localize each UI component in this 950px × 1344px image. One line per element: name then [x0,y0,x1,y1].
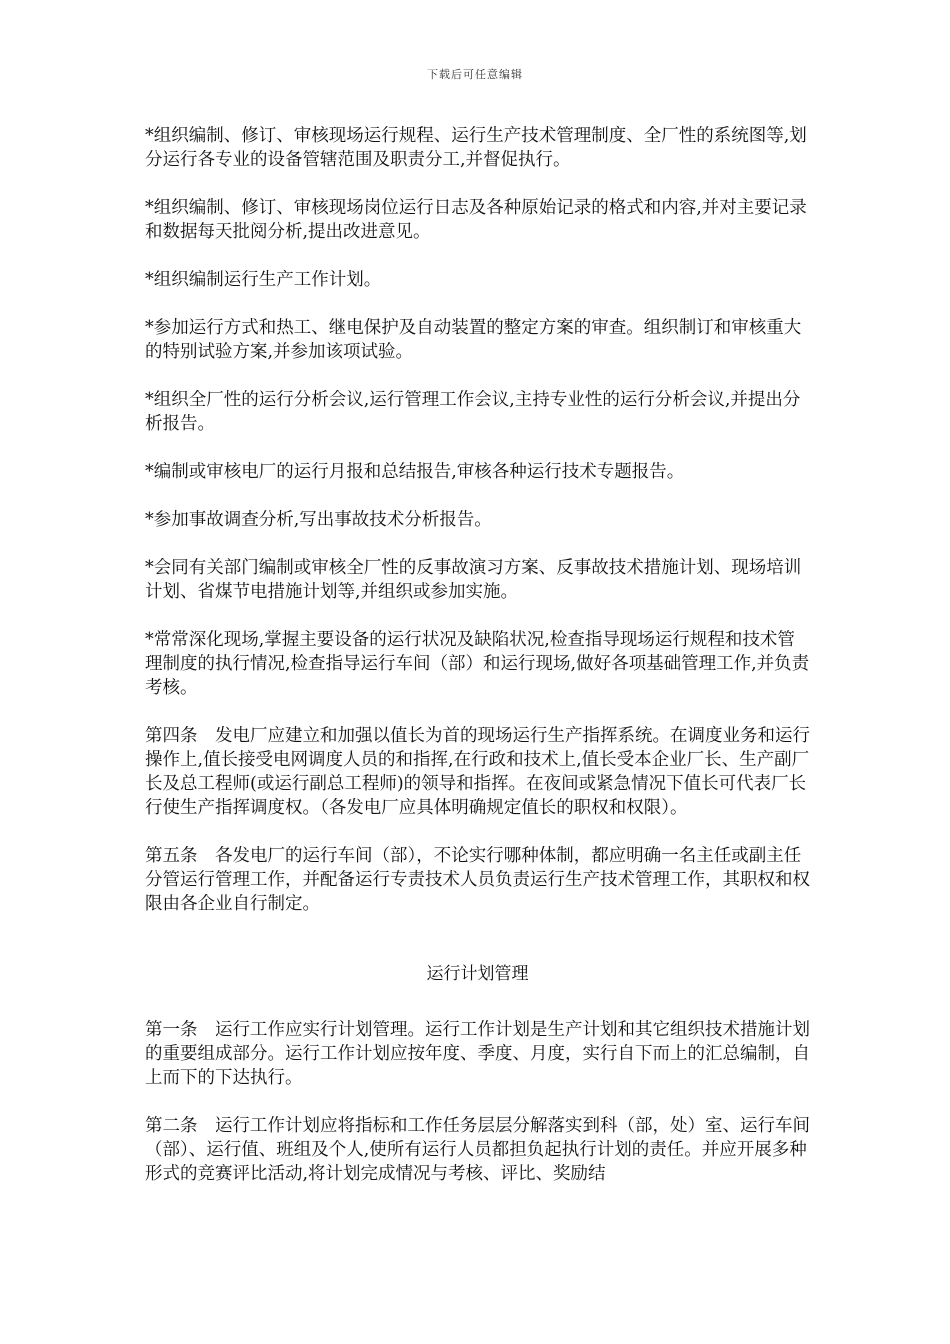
page-header: 下载后可任意编辑 [427,68,523,81]
paragraph: *组织编制、修订、审核现场运行规程、运行生产技术管理制度、全厂性的系统图等,划分运行各专业的设备管辖范围及职责分工,并督促执行。 [145,126,807,170]
paragraph: *参加事故调查分析,写出事故技术分析报告。 [145,510,492,530]
paragraph: *组织全厂性的运行分析会议,运行管理工作会议,主持专业性的运行分析会议,并提出分析报告。 [145,390,801,434]
paragraph: 第四条 发电厂应建立和加强以值长为首的现场运行生产指挥系统。在调度业务和运行操作上,值长接受电网调度人员的和指挥,在行政和技术上,值长受本企业厂长、生产副厂长及总工程师(或运行副总工程师)的领导和指挥。在夜间或紧急情况下值长可代表厂长行使生产指挥调度权。（各发电厂应具体明确规定值长的职权和权限）。 [145,726,810,818]
paragraph: *编制或审核电厂的运行月报和总结报告,审核各种运行技术专题报告。 [145,462,685,482]
paragraph: *会同有关部门编制或审核全厂性的反事故演习方案、反事故技术措施计划、现场培训计划、省煤节电措施计划等,并组织或参加实施。 [145,558,802,602]
paragraph: *常常深化现场,掌握主要设备的运行状况及缺陷状况,检查指导现场运行规程和技术管理制度的执行情况,检查指导运行车间（部）和运行现场,做好各项基础管理工作,并负责考核。 [145,630,810,698]
section-title: 运行计划管理 [426,964,529,984]
paragraph: 第二条 运行工作计划应将指标和工作任务层层分解落实到科（部，处）室、运行车间（部）、运行值、班组及个人,使所有运行人员都担负起执行计划的责任。并应开展多种形式的竞赛评比活动,将计划完成情况与考核、评比、奖励结 [145,1116,810,1184]
paragraph: *组织编制运行生产工作计划。 [145,270,382,290]
paragraph: 第一条 运行工作应实行计划管理。运行工作计划是生产计划和其它组织技术措施计划的重要组成部分。运行工作计划应按年度、季度、月度，实行自下而上的汇总编制，自上而下的下达执行。 [145,1020,810,1088]
paragraph: 第五条 各发电厂的运行车间（部），不论实行哪种体制，都应明确一名主任或副主任分管运行管理工作，并配备运行专责技术人员负责运行生产技术管理工作，其职权和权限由各企业自行制定。 [145,846,810,914]
document-body [145,124,810,1210]
paragraph: *参加运行方式和热工、继电保护及自动装置的整定方案的审查。组织制订和审核重大的特别试验方案,并参加该项试验。 [145,318,802,362]
paragraph: *组织编制、修订、审核现场岗位运行日志及各种原始记录的格式和内容,并对主要记录和数据每天批阅分析,提出改进意见。 [145,198,807,242]
